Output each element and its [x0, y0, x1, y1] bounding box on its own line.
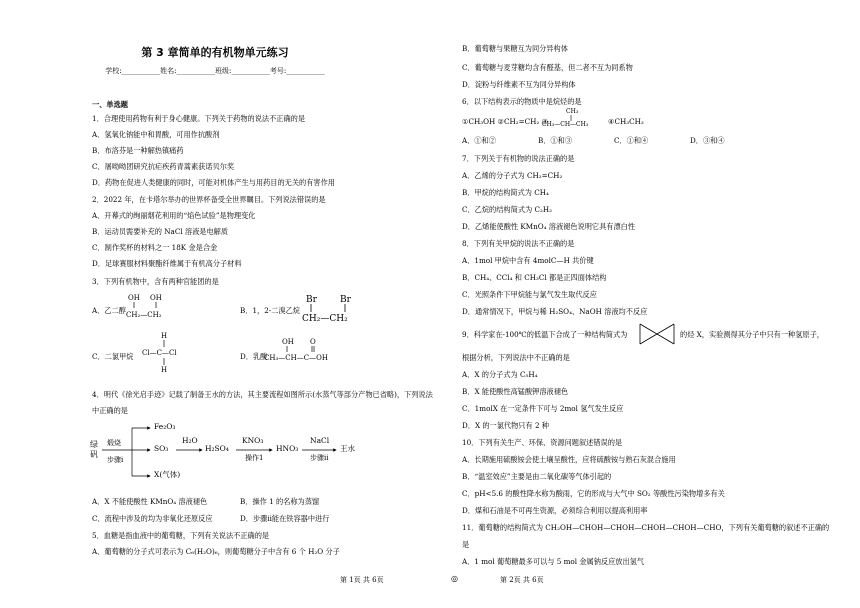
flow-nacl: NaCl — [310, 436, 330, 445]
svg-text:OH: OH — [128, 294, 140, 302]
q9-option-c: C．1molX 在一定条件下可与 2mol 氢气发生反应 — [462, 404, 624, 413]
svg-text:CH₃—CH—CH₃: CH₃—CH—CH₃ — [542, 121, 589, 128]
q7-option-c: C．乙烷的结构简式为 C₂H₂ — [462, 205, 553, 214]
q4-flow-diagram — [90, 420, 390, 492]
q8-option-b: B．CH₄、CCl₄ 和 CH₃Cl 都是正四面体结构 — [462, 273, 607, 282]
flow-op1: 操作1 — [245, 454, 264, 462]
q3-option-d: D．乳酸 — [240, 352, 268, 361]
svg-text:Br: Br — [340, 295, 351, 305]
flow-step2: 步骤ii — [310, 454, 329, 462]
flow-arrows — [90, 420, 390, 492]
q7-stem: 7．下列关于有机物的说法正确的是 — [462, 154, 575, 163]
q9-stem-line2: 根据分析，下列说法中不正确的是 — [462, 353, 570, 362]
q6-stem: 6．以下结构表示的物质中是烷烃的是 — [462, 97, 582, 106]
left-footer-page-number: 第 1页 共 6页 — [340, 576, 384, 584]
q4-option-c: C．流程中涉及的均为非氧化还原反应 — [92, 514, 213, 523]
q11-stem-line2: 是 — [462, 540, 470, 549]
svg-text:CH₂—CH₂: CH₂—CH₂ — [126, 311, 162, 319]
flow-start-char2: 矾 — [90, 450, 98, 459]
flow-hno3: HNO₃ — [276, 444, 299, 453]
q1-option-c: C．屠呦呦团研究抗疟疾药青蒿素获诺贝尔奖 — [92, 162, 235, 171]
q9-option-a: A．X 的分子式为 C₅H₄ — [462, 370, 538, 379]
svg-text:CH₃—CH—C—OH: CH₃—CH—C—OH — [264, 354, 328, 362]
q6-option-c: C．①和④ — [614, 136, 649, 145]
q9-stem-post: 的烃 X，实验测得其分子中只有一种氢原子， — [680, 330, 824, 339]
flow-step1-label: 煅烧 — [107, 439, 121, 447]
q6-option-d: D．③和④ — [690, 136, 725, 145]
q11-option-a: A．1 mol 葡萄糖最多可以与 5 mol 金属钠反应放出氢气 — [462, 557, 645, 566]
q2-stem: 2．2022 年，在卡塔尔举办的世界杯备受全世界瞩目。下列说法错误的是 — [92, 195, 326, 204]
q6-option-b: B．①和③ — [538, 136, 573, 145]
flow-product: 王水 — [340, 444, 355, 453]
q1-stem: 1．合理使用药物有利于身心健康。下列关于药物的说法不正确的是 — [92, 114, 306, 123]
q5-option-c: C．葡萄糖与麦芽糖均含有醛基，但二者不互为同系物 — [462, 63, 633, 72]
flow-kno3: KNO₃ — [242, 436, 264, 445]
q8-stem: 8．下列有关甲烷的说法不正确的是 — [462, 239, 575, 248]
flow-so3: SO₃ — [154, 444, 169, 453]
svg-text:CH₃: CH₃ — [566, 108, 579, 115]
q7-option-b: B．甲烷的结构简式为 CH₄ — [462, 188, 549, 197]
q10-option-c: C．pH<5.6 的酸性降水称为酸雨，它的形成与大气中 SO₂ 等酸性污染物增多有关 — [462, 489, 725, 498]
lactic-acid-structure — [262, 336, 352, 366]
svg-text:H: H — [161, 366, 168, 374]
dichloromethane-structure — [140, 330, 190, 374]
svg-text:OH: OH — [282, 338, 294, 346]
q2-option-d: D．足球赛服材料聚酯纤维属于有机高分子材料 — [92, 259, 242, 268]
flow-h2o: H₂O — [182, 436, 198, 445]
q8-option-d: D．通常情况下，甲烷与稀 H₂SO₄、NaOH 溶液均不反应 — [462, 307, 648, 316]
doc-title: 第 3 章简单的有机物单元练习 — [141, 46, 289, 59]
q10-option-a: A．长期施用硫酸铵会使土壤呈酸性，应将硫酸铵与熟石灰混合施用 — [462, 455, 676, 464]
q3-option-b: B．1，2-二溴乙烷 — [240, 306, 300, 315]
q6-items: ①CH₃OH ②CH₂=CH₂ ③ — [462, 117, 549, 126]
q6-option-a: A．①和② — [462, 136, 496, 145]
svg-text:O: O — [310, 338, 316, 346]
svg-text:H: H — [161, 332, 168, 340]
flow-start-char1: 绿 — [90, 440, 98, 449]
q9-option-d: D．X 的一氯代物只有 2 种 — [462, 421, 549, 430]
q5-option-d: D．淀粉与纤维素不互为同分异构体 — [462, 80, 576, 89]
q9-option-b: B．X 能使酸性高锰酸钾溶液褪色 — [462, 387, 569, 396]
isobutane-structure — [542, 106, 602, 136]
q7-option-d: D．乙烯能使酸性 KMnO₄ 溶液褪色说明它具有漂白性 — [462, 222, 636, 231]
q5-stem: 5．血糖是指血液中的葡萄糖，下列有关说法不正确的是 — [92, 531, 270, 540]
q3-option-c: C．二氯甲烷 — [92, 352, 134, 361]
ethylene-glycol-structure — [124, 290, 184, 324]
q1-option-a: A．氢氧化钠能中和胃酸，可用作抗酸剂 — [92, 130, 220, 139]
q8-option-a: A．1mol 甲烷中含有 4molC—H 共价键 — [462, 256, 594, 265]
q2-option-a: A．开幕式的绚丽烟花利用的“焰色试验”是物理变化 — [92, 211, 256, 220]
q11-stem-line1: 11．葡萄糖的结构简式为 CH₂OH—CHOH—CHOH—CHOH—CHOH—CHO，下列有关葡萄糖的叙述不正确的 — [462, 523, 830, 532]
q10-option-b: B．“温室效应”主要是由二氧化碳等气体引起的 — [462, 472, 612, 481]
q3-stem: 3．下列有机物中，含有两种官能团的是 — [92, 277, 219, 286]
q4-stem-line2: 中正确的是 — [92, 406, 128, 415]
q10-stem: 10．下列有关生产、环保、资源问题叙述错误的是 — [462, 438, 623, 447]
q9-stem-pre: 9．科学家在-100℃的低温下合成了一种结构简式为 — [462, 330, 628, 339]
q7-option-a: A．乙烯的分子式为 CH₂=CH₂ — [462, 171, 563, 180]
q1-option-b: B．布洛芬是一种解热镇痛药 — [92, 146, 184, 155]
svg-text:OH: OH — [150, 294, 162, 302]
svg-text:CH₂—CH₂: CH₂—CH₂ — [302, 314, 348, 324]
q4-option-a: A．X 不能使酸性 KMnO₄ 溶液褪色 — [92, 497, 208, 506]
bowtie-structure — [638, 322, 676, 346]
flow-gas: X(气体) — [154, 470, 181, 479]
page-divider-icon: ◎ — [451, 574, 458, 583]
q4-stem-line1: 4．明代《徐光启手迹》记载了制备王水的方法，其主要流程如图所示(水蒸气等部分产物已省略)，下列说法 — [92, 390, 433, 399]
q4-option-b: B．操作 1 的名称为蒸馏 — [240, 497, 320, 506]
section-heading: 一、单选题 — [92, 100, 128, 109]
q8-option-c: C．光照条件下甲烷能与氯气发生取代反应 — [462, 290, 597, 299]
dibromoethane-structure — [300, 292, 370, 326]
flow-step1-sub: 步骤i — [107, 456, 124, 464]
svg-text:Br: Br — [306, 295, 317, 305]
q5-option-a: A．葡萄糖的分子式可表示为 C₆(H₂O)₆，则葡萄糖分子中含有 6 个 H₂O 分子 — [92, 547, 340, 556]
flow-h2so4: H₂SO₄ — [205, 444, 229, 453]
right-page — [430, 0, 860, 608]
q10-option-d: D．煤和石油是不可再生资源，必须综合利用以提高利用率 — [462, 506, 648, 515]
q4-option-d: D．步骤ii能在铁容器中进行 — [240, 514, 330, 523]
q2-option-c: C．制作奖杯的材料之一 18K 金是合金 — [92, 243, 218, 252]
q1-option-d: D．药物在促进人类健康的同时，可能对机体产生与用药目的无关的有害作用 — [92, 178, 335, 187]
q2-option-b: B．运动员需要补充的 NaCl 溶液是电解质 — [92, 227, 229, 236]
q5-option-b: B．葡萄糖与果糖互为同分异构体 — [462, 44, 568, 53]
flow-fe2o3: Fe₂O₃ — [154, 422, 176, 431]
right-footer-page-number: 第 2页 共 6页 — [500, 576, 544, 584]
q6-item-4: ④CH₃CH₃ — [608, 117, 644, 126]
q3-option-a: A．乙二醇 — [92, 306, 126, 315]
svg-text:Cl—C—Cl: Cl—C—Cl — [142, 349, 177, 357]
student-info-line: 学校:___________姓名:___________班级:___________考号:___________ — [105, 67, 325, 75]
